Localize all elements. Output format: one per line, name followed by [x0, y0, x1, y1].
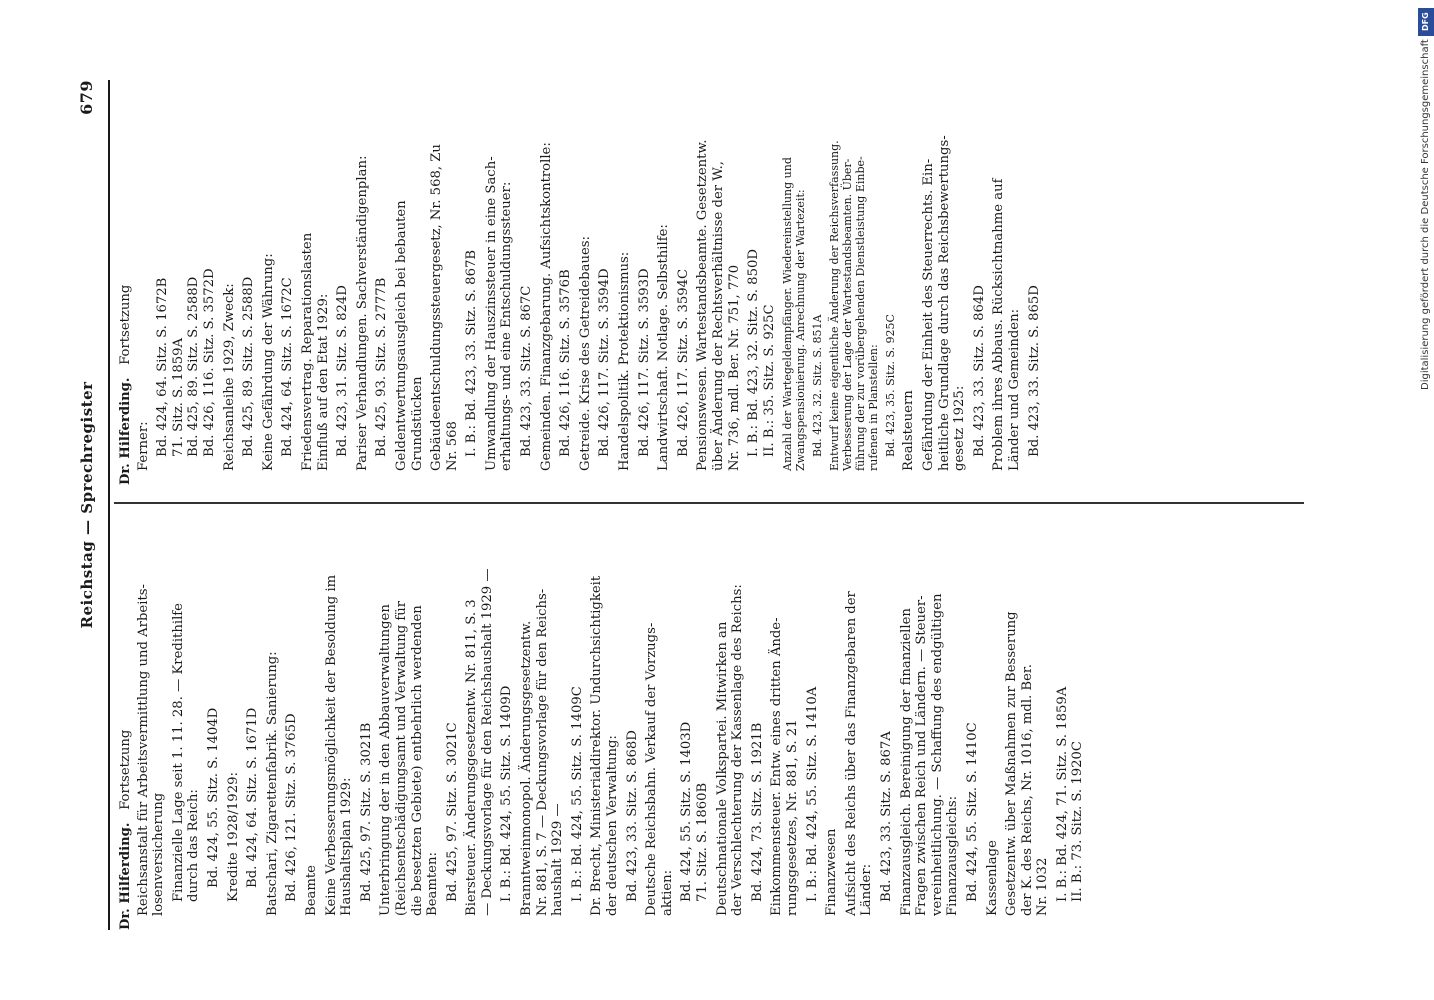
- entry-line: Entwurf keine eigentliche Änderung der Reichsverfassung.: [828, 140, 842, 471]
- left-column: [118, 525, 1090, 930]
- register-entry: [811, 80, 824, 485]
- entry-line: Umwandlung der Hauszinssteuer in eine Sach-: [483, 156, 499, 471]
- entry-line: Länder und Gemeinden:: [1006, 308, 1022, 471]
- entry-line: Biersteuer. Änderungsgesetzentw. Nr. 811, S. 3: [464, 599, 480, 916]
- entry-list-right: [136, 80, 1043, 485]
- column-separator: [114, 503, 1304, 505]
- register-entry: [519, 80, 535, 485]
- entry-line: vereinheitlichung. — Schaffung des endgültigen: [929, 593, 945, 916]
- register-entry: [206, 525, 222, 930]
- register-entry: [136, 525, 167, 930]
- entry-line: Bd. 423, 33. Sitz. S. 865D: [1026, 285, 1042, 457]
- register-entry: [991, 80, 1022, 485]
- entry-line: Reichsanleihe 1929, Zweck:: [221, 283, 237, 471]
- entry-line: Keine Verbesserungsmöglichkeit der Besoldung im: [323, 574, 339, 916]
- entry-line: Gemeinden. Finanzgebarung. Aufsichtskontrolle:: [538, 142, 554, 471]
- entry-line: — Deckungsvorlage für den Reichshaushalt 1929 —: [479, 568, 495, 916]
- header-rule: [108, 80, 110, 930]
- entry-line: Problem ihres Abbaus. Rücksichtnahme auf: [991, 178, 1007, 471]
- entry-line: der K. des Reichs, Nr. 1016, mdl. Ber.: [1019, 664, 1035, 916]
- entry-line: Aufsicht des Reichs über das Finanzgebaren der: [843, 591, 859, 916]
- entry-line: rungsgesetzes, Nr. 881, S. 21: [784, 719, 800, 916]
- register-entry: [464, 525, 495, 930]
- entry-line: Geldentwertungsausgleich bei bebauten: [393, 200, 409, 471]
- register-entry: [335, 80, 351, 485]
- register-entry: [222, 80, 238, 485]
- register-entry: [1004, 525, 1051, 930]
- entry-line: Bd. 423, 33. Sitz. S. 867A: [878, 731, 894, 902]
- register-entry: [695, 80, 742, 485]
- entry-line: Finanzielle Lage seit 1. 11. 28. — Kredithilfe: [170, 603, 186, 902]
- entry-line: Finanzwesen: [824, 828, 840, 916]
- entry-line: Bd. 426, 117. Sitz. S. 3593D: [636, 268, 652, 457]
- register-entry: [589, 525, 620, 930]
- register-entry: [578, 80, 594, 485]
- register-entry: [374, 80, 390, 485]
- register-entry: [378, 525, 440, 930]
- register-entry: [304, 525, 320, 930]
- register-entry: [750, 525, 766, 930]
- entry-line: Bd. 425, 97. Sitz. S. 3021C: [444, 722, 460, 902]
- entry-line: Pensionswesen. Wartestandsbeamte. Gesetzentw.: [695, 139, 711, 471]
- register-entry: [394, 80, 425, 485]
- entry-line: rufenen in Planstellen:: [867, 344, 881, 471]
- entry-line: losenversicherung: [151, 792, 167, 916]
- register-entry: [136, 80, 152, 485]
- register-entry: [359, 525, 375, 930]
- register-entry: [965, 525, 981, 930]
- register-entry: [656, 80, 672, 485]
- register-entry: [265, 525, 281, 930]
- right-column: [118, 80, 1046, 485]
- continuation-label: Fortsetzung: [118, 729, 133, 810]
- entry-line: Finanzausgleich. Bereinigung der finanziellen: [898, 608, 914, 916]
- entry-line: Realsteuern: [901, 390, 917, 471]
- entry-line: Finanzausgleichs:: [945, 795, 961, 916]
- entry-line: über Änderung der Rechtsverhältnisse der W.,: [711, 161, 726, 471]
- register-entry: [597, 80, 613, 485]
- entry-line: Handelspolitik. Protektionismus:: [617, 251, 633, 471]
- entry-line: 71. Sitz. S. 1860B: [695, 782, 710, 902]
- entry-line: Gefährdung der Einheit des Steuerrechts. Ein-: [920, 158, 936, 471]
- entry-line: Bd. 425, 89. Sitz. S. 2588D: [186, 276, 202, 457]
- entry-line: Unterbringung der in den Abbauverwaltungen: [378, 604, 394, 916]
- entry-line: gesetz 1925:: [952, 385, 968, 471]
- register-entry: [324, 525, 355, 930]
- entry-line: I. B.: Bd. 424, 55. Sitz. S. 1410A: [804, 686, 820, 902]
- entry-line: haushalt 1929 —: [550, 803, 566, 916]
- entry-line: Bd. 425, 93. Sitz. S. 2777B: [374, 277, 390, 457]
- entry-line: Bd. 426, 116. Sitz. S. 3576B: [558, 269, 574, 457]
- register-entry: [241, 80, 257, 485]
- entry-line: Einfluß auf den Etat 1929:: [315, 293, 331, 471]
- register-entry: [828, 80, 880, 485]
- entry-line: Bd. 423, 33. Sitz. S. 864D: [971, 285, 987, 457]
- entry-line: Batschari, Zigarettenfabrik. Sanierung:: [264, 651, 280, 916]
- entry-line: I. B.: Bd. 424, 55. Sitz. S. 1409C: [569, 686, 585, 902]
- dfg-logo: DFG: [1418, 8, 1434, 36]
- entry-line: Grundstücken: [409, 376, 425, 471]
- register-entry: [844, 525, 875, 930]
- entry-line: Keine Gefährdung der Währung:: [260, 253, 276, 471]
- entry-line: Bd. 423, 31. Sitz. S. 824D: [335, 285, 351, 457]
- entry-line: II. B.: 35. Sitz. S. 925C: [761, 304, 777, 457]
- register-entry: [355, 80, 371, 485]
- register-entry: [884, 80, 897, 485]
- entry-line: Landwirtschaft. Notlage. Selbsthilfe:: [656, 224, 672, 471]
- register-entry: [558, 80, 574, 485]
- entry-line: Kredite 1928/1929:: [225, 772, 241, 902]
- entry-line: Reichsanstalt für Arbeitsvermittlung und Arbeits-: [135, 584, 151, 916]
- register-entry: [901, 80, 917, 485]
- entry-line: Bd. 424, 73. Sitz. S. 1921B: [749, 722, 765, 902]
- entry-line: Bd. 423, 35. Sitz. S. 925C: [884, 314, 898, 457]
- entry-line: Bd. 423, 32. Sitz. S. 851A: [811, 314, 825, 457]
- entry-line: Bd. 426, 117. Sitz. S. 3594C: [675, 268, 691, 457]
- register-entry: [484, 80, 515, 485]
- entry-line: Bd. 426, 116. Sitz. S. 3572D: [201, 268, 217, 457]
- register-entry: [769, 525, 800, 930]
- entry-line: Bd. 423, 33. Sitz. S. 867C: [519, 285, 535, 457]
- entry-line: Bd. 424, 64. Sitz. S. 1672B: [155, 277, 171, 457]
- entry-line: Fragen zwischen Reich und Ländern. — Steuer-: [914, 595, 930, 916]
- entry-line: (Reichsentschädigungsamt und Verwaltung für: [393, 600, 409, 916]
- entry-line: erhaltungs- und eine Entschuldungssteuer:: [499, 181, 515, 471]
- entry-line: Nr. 881, S. 7 — Deckungsvorlage für den Reichs-: [534, 588, 550, 916]
- entry-line: der deutschen Verwaltung:: [605, 735, 621, 916]
- entry-line: Nr. 1032: [1035, 857, 1051, 916]
- register-entry: [617, 80, 633, 485]
- register-entry: [805, 525, 821, 930]
- entry-line: Bd. 423, 33. Sitz. S. 868D: [624, 730, 640, 902]
- entry-line: Nr. 736, mdl. Ber. Nr. 751, 770: [726, 264, 742, 471]
- register-entry: [1055, 525, 1086, 930]
- entry-line: I. B.: Bd. 423, 33. Sitz. S. 867B: [464, 249, 480, 457]
- register-entry: [226, 525, 242, 930]
- page-title: Reichstag — Sprechregister: [78, 381, 96, 629]
- entry-line: Bd. 425, 97. Sitz. S. 3021B: [358, 722, 374, 902]
- register-entry: [300, 80, 331, 485]
- register-entry: [985, 525, 1001, 930]
- entry-line: Haushaltsplan 1929:: [339, 777, 355, 916]
- entry-line: Länder:: [859, 863, 875, 916]
- speaker-heading-right: [118, 80, 134, 485]
- entry-line: Friedensvertrag. Reparationslasten: [299, 232, 315, 471]
- continuation-label: Fortsetzung: [118, 284, 133, 365]
- register-entry: [171, 525, 202, 930]
- entry-line: Pariser Verhandlungen. Sachverständigenplan:: [354, 155, 370, 471]
- entry-line: Bd. 424, 55. Sitz. S. 1404D: [205, 707, 221, 888]
- register-entry: [644, 525, 675, 930]
- entry-line: aktien:: [659, 869, 675, 916]
- register-entry: [972, 80, 988, 485]
- entry-line: Dr. Brecht, Ministerialdirektor. Undurchsichtigkeit: [589, 575, 605, 916]
- register-entry: [445, 525, 461, 930]
- page-header: [70, 80, 104, 930]
- register-entry: [464, 80, 480, 485]
- entry-line: Bd. 424, 55. Sitz. S. 1403D: [679, 721, 695, 902]
- entry-line: durch das Reich:: [186, 789, 202, 902]
- entry-line: die besetzten Gebiete) entbehrlich werdenden: [409, 605, 425, 916]
- digitization-watermark: Digitalisierung gefördert durch die Deutsche Forschungsgemeinschaft: [1420, 39, 1431, 390]
- register-entry: [824, 525, 840, 930]
- register-entry: [245, 525, 261, 930]
- entry-line: Gebäudeentschuldungssteuergesetz, Nr. 568, Zu: [429, 144, 445, 471]
- entry-line: Beamte: [303, 865, 319, 916]
- entry-line: Nr. 568: [444, 421, 460, 471]
- entry-line: Bd. 424, 64. Sitz. S. 1671D: [245, 707, 261, 888]
- register-entry: [539, 80, 555, 485]
- register-entry: [429, 80, 460, 485]
- register-entry: [746, 80, 777, 485]
- register-entry: [679, 525, 710, 930]
- entry-line: Einkommensteuer. Entw. eines dritten Ände-: [769, 617, 785, 916]
- entry-line: der Verschlechterung der Kassenlage des Reichs:: [730, 584, 746, 916]
- entry-line: Zwangspensionierung. Anrechnung der Wartezeit:: [794, 189, 808, 471]
- entry-line: 71. Sitz. S. 1859A: [170, 337, 186, 457]
- register-entry: [570, 525, 586, 930]
- entry-line: Bd. 425, 89. Sitz. S. 2588D: [241, 276, 257, 457]
- register-entry: [921, 80, 968, 485]
- entry-line: Branntweinmonopol. Änderungsgesetzentw.: [519, 620, 535, 916]
- entry-line: Kassenlage: [984, 840, 1000, 916]
- entry-line: heitliche Grundlage durch das Reichsbewertungs-: [936, 135, 952, 471]
- entry-line: I. B.: Bd. 424, 71. Sitz. S. 1859A: [1054, 686, 1070, 902]
- entry-line: führung der zur vorübergehenden Dienstleistung Einbe-: [854, 156, 868, 471]
- register-entry: [519, 525, 566, 930]
- entry-line: Verbesserung der Lage der Wartestandsbeamten. Über-: [841, 158, 855, 471]
- register-entry: [1027, 80, 1043, 485]
- entry-line: Deutschnationale Volkspartei. Mitwirken an: [714, 621, 730, 916]
- register-entry: [499, 525, 515, 930]
- entry-line: Deutsche Reichsbahn. Verkauf der Vorzugs-: [644, 622, 660, 916]
- entry-line: Beamten:: [425, 852, 441, 916]
- speaker-heading-left: [118, 525, 134, 930]
- entry-line: I. B.: Bd. 424, 55. Sitz. S. 1409D: [499, 685, 515, 902]
- register-entry: [899, 525, 961, 930]
- entry-line: Bd. 424, 64. Sitz. S. 1672C: [280, 277, 296, 457]
- register-entry: [637, 80, 653, 485]
- register-entry: [781, 80, 807, 485]
- register-entry: [155, 80, 217, 485]
- speaker-name: Dr. Hilferding.: [118, 377, 133, 485]
- entry-line: Ferner:: [135, 421, 151, 471]
- register-entry: [879, 525, 895, 930]
- register-entry: [625, 525, 641, 930]
- entry-line: Bd. 426, 117. Sitz. S. 3594D: [597, 268, 613, 457]
- register-entry: [715, 525, 746, 930]
- speaker-name: Dr. Hilferding.: [118, 822, 133, 930]
- entry-line: Gesetzentw. über Maßnahmen zur Besserung: [1004, 611, 1020, 916]
- entry-list-left: [136, 525, 1086, 930]
- entry-line: Getreide. Krise des Getreidebaues:: [577, 236, 593, 471]
- register-entry: [280, 80, 296, 485]
- rotated-page: [70, 80, 1310, 930]
- register-entry: [676, 80, 692, 485]
- entry-line: Bd. 424, 55. Sitz. S. 1410C: [964, 722, 980, 902]
- page-number: 679: [77, 80, 96, 115]
- entry-line: Bd. 426, 121. Sitz. S. 3765D: [284, 713, 300, 902]
- register-entry: [284, 525, 300, 930]
- register-entry: [261, 80, 277, 485]
- entry-line: Anzahl der Wartegeldempfänger. Wiedereinstellung und: [781, 157, 795, 471]
- entry-line: I. B.: Bd. 423, 32. Sitz. S. 850D: [746, 249, 762, 457]
- entry-line: II. B.: 73. Sitz. S. 1920C: [1070, 741, 1086, 902]
